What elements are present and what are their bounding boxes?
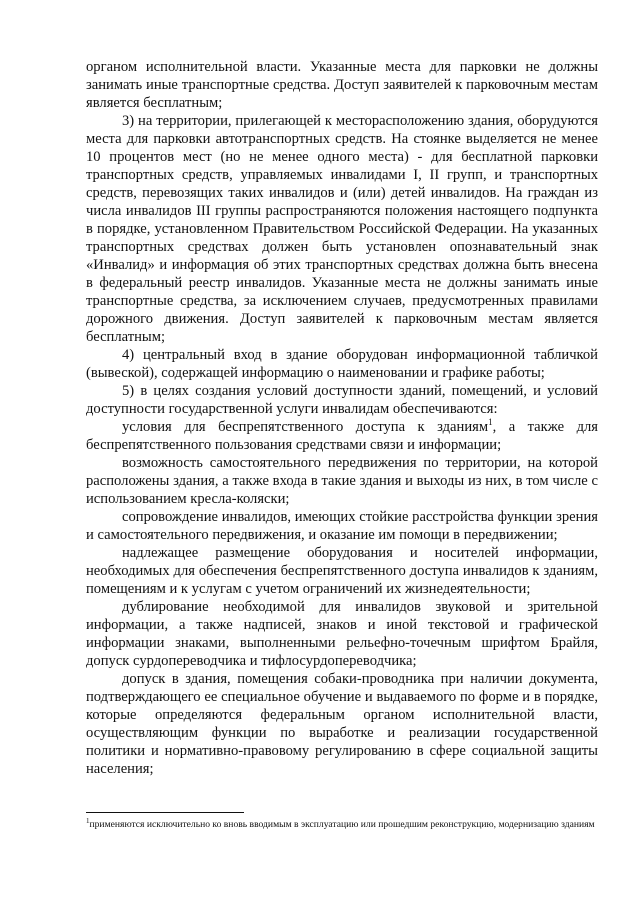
paragraph-access-conditions	[86, 418, 598, 454]
paragraph-movement: возможность самостоятельного передвижения по территории, на которой расположены здания, а также входа в такие здания и выходы из них, в том числе с использованием кресла-коляски;	[86, 455, 598, 507]
paragraph-guide-dog: допуск в здания, помещения собаки-проводника при наличии документа, подтверждающего ее специальное обучение и выдаваемого по форме и в порядке, которые определяются федеральным органом исполнительной власти, осуществляющим функции по выработке и реализации государственной политики и нормативно-правовому регулированию в сфере социальной защиты населения;	[86, 671, 598, 777]
access-conditions-text-cont: , а также для беспрепятственного пользования средствами связи и информации;	[86, 419, 598, 453]
document-body	[86, 58, 598, 778]
footnote-text: применяются исключительно ко вновь вводимым в эксплуатацию или прошедшим реконструкцию, модернизацию зданиям	[89, 819, 595, 830]
footnote-marker: 1	[86, 816, 90, 825]
paragraph-item-5-accessibility: 5) в целях создания условий доступности зданий, помещений, и условий доступности государственной услуги инвалидам обеспечиваются:	[86, 383, 598, 417]
paragraph-duplication: дублирование необходимой для инвалидов звуковой и зрительной информации, а также надписей, знаков и иной текстовой и графической информации знаками, выполненными рельефно-точечным шрифтом Брайля, допуск сурдопереводчика и тифлосурдопереводчика;	[86, 599, 598, 669]
paragraph-continuation: органом исполнительной власти. Указанные места для парковки не должны занимать иные транспортные средства. Доступ заявителей к парковочным местам является бесплатным;	[86, 59, 598, 111]
footnote-divider	[86, 812, 244, 813]
paragraph-equipment: надлежащее размещение оборудования и носителей информации, необходимых для обеспечения беспрепятственного доступа инвалидов к зданиям, помещениям и к услугам с учетом ограничений их жизнедеятельности;	[86, 545, 598, 597]
footnote-reference: 1	[488, 417, 493, 428]
access-conditions-text: условия для беспрепятственного доступа к зданиям	[122, 419, 489, 435]
footnote	[86, 818, 598, 832]
paragraph-item-3-parking: 3) на территории, прилегающей к месторасположению здания, оборудуются места для парковки автотранспортных средств. На стоянке выделяется не менее 10 процентов мест (но не менее одного места) - для бесплатной парковки транспортных средств, управляемых инвалидами I, II групп, и транспортных средств, перевозящих таких инвалидов и (или) детей инвалидов. На граждан из числа инвалидов III группы распространяются положения настоящего подпункта в порядке, установленном Правительством Российской Федерации. На указанных транспортных средствах должен быть установлен опознавательный знак «Инвалид» и информация об этих транспортных средствах должна быть внесена в федеральный реестр инвалидов. Указанные места не должны занимать иные транспортные средства, за исключением случаев, предусмотренных правилами дорожного движения. Доступ заявителей к парковочным местам является бесплатным;	[86, 113, 598, 345]
paragraph-escort: сопровождение инвалидов, имеющих стойкие расстройства функции зрения и самостоятельного передвижения, и оказание им помощи в передвижении;	[86, 509, 598, 543]
paragraph-item-4-entrance: 4) центральный вход в здание оборудован информационной табличкой (вывеской), содержащей информацию о наименовании и графике работы;	[86, 347, 598, 381]
